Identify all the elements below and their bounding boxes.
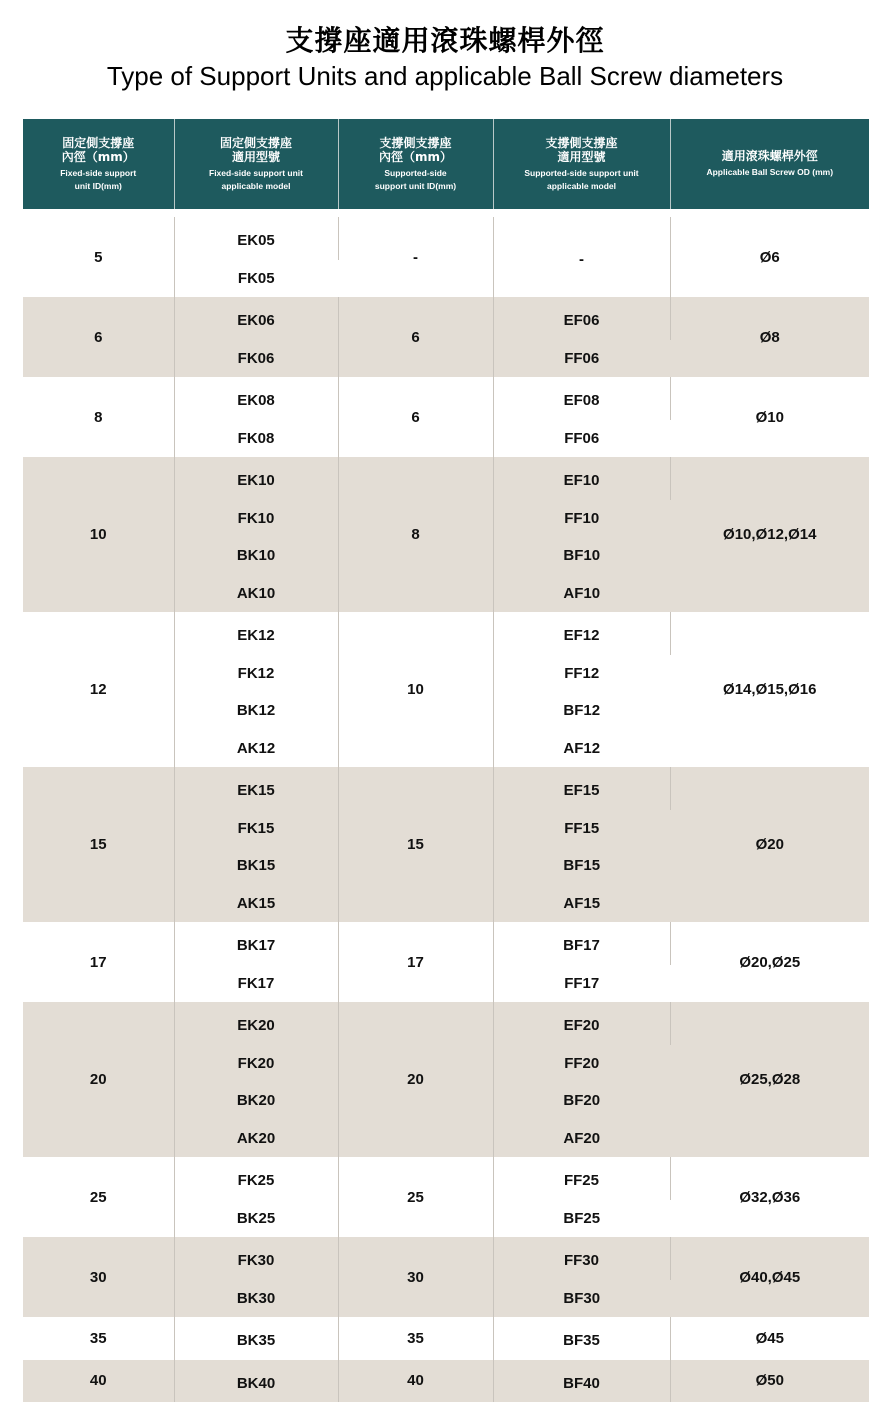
supported-id-cell: 40 <box>338 1360 493 1402</box>
table-row <box>23 1002 869 1045</box>
fixed-id-cell: 25 <box>23 1157 174 1237</box>
fixed-model-cell: EK20 <box>174 1002 338 1045</box>
fixed-id-cell: 20 <box>23 1002 174 1157</box>
header-label-zh: 支撐側支撐座 內徑（mm） <box>343 136 489 164</box>
header-label-en: Supported-side support unit applicable model <box>498 167 666 193</box>
supported-id-cell: 35 <box>338 1317 493 1360</box>
table-row <box>23 1157 869 1200</box>
fixed-model-cell: FK25 <box>174 1157 338 1200</box>
table-row <box>23 1317 869 1360</box>
supported-id-cell: 15 <box>338 767 493 922</box>
supported-model-cell: FF15 <box>493 810 670 848</box>
header-label-zh: 固定側支撐座 內徑（mm） <box>27 136 170 164</box>
fixed-model-cell: EK05 <box>174 217 338 260</box>
table-row <box>23 922 869 965</box>
screw-od-cell: Ø40,Ø45 <box>670 1237 869 1317</box>
fixed-model-cell: AK20 <box>174 1120 338 1158</box>
table-header-row <box>23 119 869 209</box>
fixed-id-cell: 15 <box>23 767 174 922</box>
fixed-model-cell: FK20 <box>174 1045 338 1083</box>
supported-model-cell: EF20 <box>493 1002 670 1045</box>
fixed-model-cell: AK15 <box>174 885 338 923</box>
supported-model-cell: AF10 <box>493 575 670 613</box>
header-label-en: Applicable Ball Screw OD (mm) <box>675 166 866 179</box>
support-units-table <box>23 119 869 1402</box>
fixed-model-cell: BK35 <box>174 1317 338 1360</box>
supported-id-cell: 25 <box>338 1157 493 1237</box>
page-title-english: Type of Support Units and applicable Ball Screw diameters <box>0 60 890 92</box>
supported-model-cell: BF15 <box>493 847 670 885</box>
fixed-id-cell: 8 <box>23 377 174 457</box>
supported-id-cell: 17 <box>338 922 493 1002</box>
table-row <box>23 1360 869 1402</box>
screw-od-cell: Ø10 <box>670 377 869 457</box>
fixed-id-cell: 6 <box>23 297 174 377</box>
header-label-zh: 支撐側支撐座 適用型號 <box>498 136 666 164</box>
supported-model-cell: FF06 <box>493 420 670 458</box>
fixed-model-cell: BK17 <box>174 922 338 965</box>
screw-od-cell: Ø10,Ø12,Ø14 <box>670 457 869 612</box>
fixed-model-cell: AK12 <box>174 730 338 768</box>
supported-model-cell: FF12 <box>493 655 670 693</box>
fixed-id-cell: 35 <box>23 1317 174 1360</box>
fixed-model-cell: BK25 <box>174 1200 338 1238</box>
fixed-model-cell: BK15 <box>174 847 338 885</box>
supported-model-cell: EF06 <box>493 297 670 340</box>
fixed-id-cell: 17 <box>23 922 174 1002</box>
fixed-model-cell: EK15 <box>174 767 338 810</box>
supported-model-cell: FF17 <box>493 965 670 1003</box>
fixed-model-cell: FK05 <box>174 260 338 298</box>
supported-id-cell: 8 <box>338 457 493 612</box>
supported-model-cell: FF30 <box>493 1237 670 1280</box>
fixed-model-cell: AK10 <box>174 575 338 613</box>
supported-id-cell: 10 <box>338 612 493 767</box>
fixed-model-cell: BK12 <box>174 692 338 730</box>
fixed-model-cell: BK40 <box>174 1360 338 1402</box>
table-row <box>23 612 869 655</box>
table-row <box>23 457 869 500</box>
supported-model-cell: AF20 <box>493 1120 670 1158</box>
supported-id-cell: 6 <box>338 377 493 457</box>
header-supported-id <box>338 119 493 209</box>
table-body <box>23 209 869 1402</box>
fixed-model-cell: EK08 <box>174 377 338 420</box>
screw-od-cell: Ø14,Ø15,Ø16 <box>670 612 869 767</box>
header-label-en: Fixed-side support unit applicable model <box>179 167 334 193</box>
fixed-model-cell: FK30 <box>174 1237 338 1280</box>
header-label-zh: 適用滾珠螺桿外徑 <box>675 149 866 163</box>
screw-od-cell: Ø32,Ø36 <box>670 1157 869 1237</box>
header-label-zh: 固定側支撐座 適用型號 <box>179 136 334 164</box>
fixed-model-cell: FK12 <box>174 655 338 693</box>
fixed-model-cell: EK10 <box>174 457 338 500</box>
fixed-id-cell: 12 <box>23 612 174 767</box>
supported-id-cell: 20 <box>338 1002 493 1157</box>
fixed-model-cell: FK06 <box>174 340 338 378</box>
table-row <box>23 217 869 260</box>
screw-od-cell: Ø45 <box>670 1317 869 1360</box>
supported-model-cell: EF08 <box>493 377 670 420</box>
fixed-model-cell: FK15 <box>174 810 338 848</box>
fixed-id-cell: 5 <box>23 217 174 297</box>
table-row <box>23 297 869 340</box>
header-label-en: Fixed-side support unit ID(mm) <box>27 167 170 193</box>
header-fixed-model <box>174 119 338 209</box>
supported-model-cell: BF10 <box>493 537 670 575</box>
header-label-en: Supported-side support unit ID(mm) <box>343 167 489 193</box>
supported-model-cell: EF15 <box>493 767 670 810</box>
screw-od-cell: Ø25,Ø28 <box>670 1002 869 1157</box>
supported-model-cell: BF12 <box>493 692 670 730</box>
screw-od-cell: Ø6 <box>670 217 869 297</box>
supported-model-cell: EF10 <box>493 457 670 500</box>
table-row <box>23 377 869 420</box>
table-row <box>23 767 869 810</box>
supported-model-cell: FF06 <box>493 340 670 378</box>
supported-model-cell: BF35 <box>493 1317 670 1360</box>
page-title-chinese: 支撐座適用滾珠螺桿外徑 <box>0 24 890 58</box>
table-spacer-row <box>23 209 869 217</box>
supported-model-cell: BF25 <box>493 1200 670 1238</box>
header-supported-model <box>493 119 670 209</box>
supported-model-cell: FF10 <box>493 500 670 538</box>
supported-model-cell: AF12 <box>493 730 670 768</box>
fixed-model-cell: BK20 <box>174 1082 338 1120</box>
supported-model-cell: BF30 <box>493 1280 670 1318</box>
supported-model-cell: FF20 <box>493 1045 670 1083</box>
fixed-id-cell: 10 <box>23 457 174 612</box>
table-row <box>23 1237 869 1280</box>
screw-od-cell: Ø20 <box>670 767 869 922</box>
fixed-model-cell: BK30 <box>174 1280 338 1318</box>
page-header <box>0 24 890 92</box>
screw-od-cell: Ø50 <box>670 1360 869 1402</box>
fixed-id-cell: 30 <box>23 1237 174 1317</box>
fixed-model-cell: FK10 <box>174 500 338 538</box>
supported-model-cell: BF20 <box>493 1082 670 1120</box>
fixed-model-cell: EK06 <box>174 297 338 340</box>
screw-od-cell: Ø8 <box>670 297 869 377</box>
supported-id-cell: - <box>338 217 493 297</box>
fixed-id-cell: 40 <box>23 1360 174 1402</box>
supported-id-cell: 6 <box>338 297 493 377</box>
supported-id-cell: 30 <box>338 1237 493 1317</box>
supported-model-cell: EF12 <box>493 612 670 655</box>
supported-model-cell: AF15 <box>493 885 670 923</box>
fixed-model-cell: EK12 <box>174 612 338 655</box>
supported-model-cell: BF40 <box>493 1360 670 1402</box>
fixed-model-cell: BK10 <box>174 537 338 575</box>
header-screw-od <box>670 119 869 209</box>
screw-od-cell: Ø20,Ø25 <box>670 922 869 1002</box>
table-spacer-cell <box>23 209 869 217</box>
header-fixed-id <box>23 119 174 209</box>
fixed-model-cell: FK17 <box>174 965 338 1003</box>
supported-model-cell: - <box>493 217 670 297</box>
supported-model-cell: BF17 <box>493 922 670 965</box>
fixed-model-cell: FK08 <box>174 420 338 458</box>
supported-model-cell: FF25 <box>493 1157 670 1200</box>
